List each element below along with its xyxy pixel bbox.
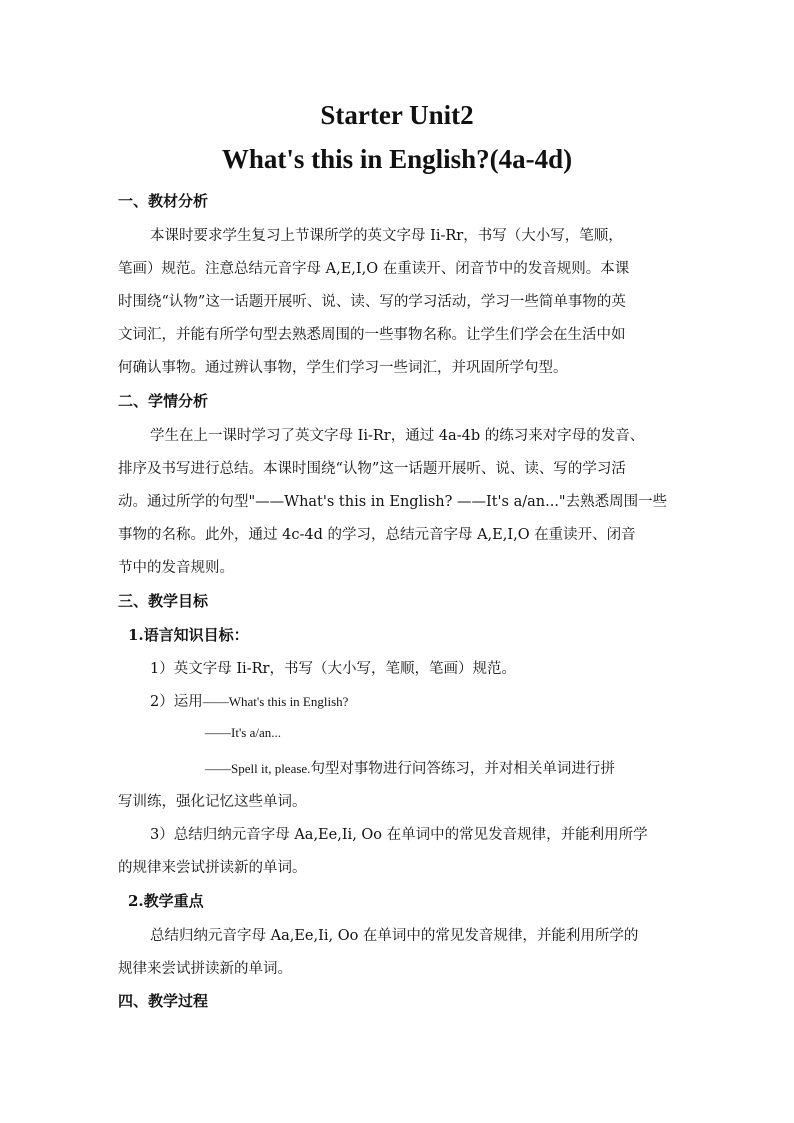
section-2-line-3: 动。通过所学的句型"——What's this in English? ——It's a/an..."去熟悉周围一些 <box>118 494 668 510</box>
objective-subheading: 1.语言知识目标： <box>128 626 249 644</box>
title-line-2: What's this in English?(4a-4d) <box>221 144 573 174</box>
title-line-1: Starter Unit2 <box>320 100 474 130</box>
section-1-line-4: 文词汇，并能有所学句型去熟悉周围的一些事物名称。让学生们学会在生活中如 <box>118 327 626 343</box>
section-2-line-2: 排序及书写进行总结。本课时围绕“认物”这一话题开展听、说、读、写的学习活 <box>118 461 626 477</box>
objective-item-1: 1）英文字母 Ii-Rr，书写（大小写，笔顺，笔画）规范。 <box>150 661 516 677</box>
section-1-line-3: 时围绕“认物”这一话题开展听、说、读、写的学习活动，学习一些简单事物的英 <box>118 294 626 310</box>
section-1-line-2: 笔画）规范。注意总结元音字母 A,E,I,O 在重读开、闭音节中的发音规则。本课 <box>118 261 630 277</box>
section-2-line-4: 事物的名称。此外，通过 4c-4d 的学习，总结元音字母 A,E,I,O 在重读开、闭音 <box>118 527 636 543</box>
objective-item-2-answer: ——It's a/an... <box>205 725 281 740</box>
objective-item-3-line-2: 的规律来尝试拼读新的单词。 <box>118 860 307 876</box>
key-point-line-2: 规律来尝试拼读新的单词。 <box>118 961 292 977</box>
key-point-subheading: 2.教学重点 <box>128 892 204 910</box>
objective-item-2-rest: 句型对事物进行问答练习，并对相关单词进行拼 <box>310 761 615 777</box>
section-1-heading: 一、教材分析 <box>118 192 209 210</box>
objective-item-2-prefix: 2）运用 <box>150 694 203 710</box>
objective-item-2-continued: 写训练，强化记忆这些单词。 <box>118 794 307 810</box>
section-4-heading: 四、教学过程 <box>118 992 209 1010</box>
section-2-line-1: 学生在上一课时学习了英文字母 Ii-Rr，通过 4a-4b 的练习来对字母的发音、 <box>150 428 645 444</box>
section-3-heading: 三、教学目标 <box>118 592 209 610</box>
section-2-line-5: 节中的发音规则。 <box>118 560 234 576</box>
objective-item-3-line-1: 3）总结归纳元音字母 Aa,Ee,Ii, Oo 在单词中的常见发音规律，并能利用所学 <box>150 827 648 843</box>
key-point-line-1: 总结归纳元音字母 Aa,Ee,Ii, Oo 在单词中的常见发音规律，并能利用所学的 <box>150 928 639 944</box>
objective-item-2-question: ——What's this in English? <box>202 694 349 709</box>
objective-item-2-spell: ——Spell it, please. <box>205 761 311 776</box>
section-1-line-1: 本课时要求学生复习上节课所学的英文字母 Ii-Rr，书写（大小写，笔顺， <box>150 228 623 244</box>
section-2-heading: 二、学情分析 <box>118 392 209 410</box>
objective-item-2-spell-line <box>205 757 615 778</box>
objective-item-2 <box>150 690 348 711</box>
section-1-line-5: 何确认事物。通过辨认事物，学生们学习一些词汇，并巩固所学句型。 <box>118 360 568 376</box>
